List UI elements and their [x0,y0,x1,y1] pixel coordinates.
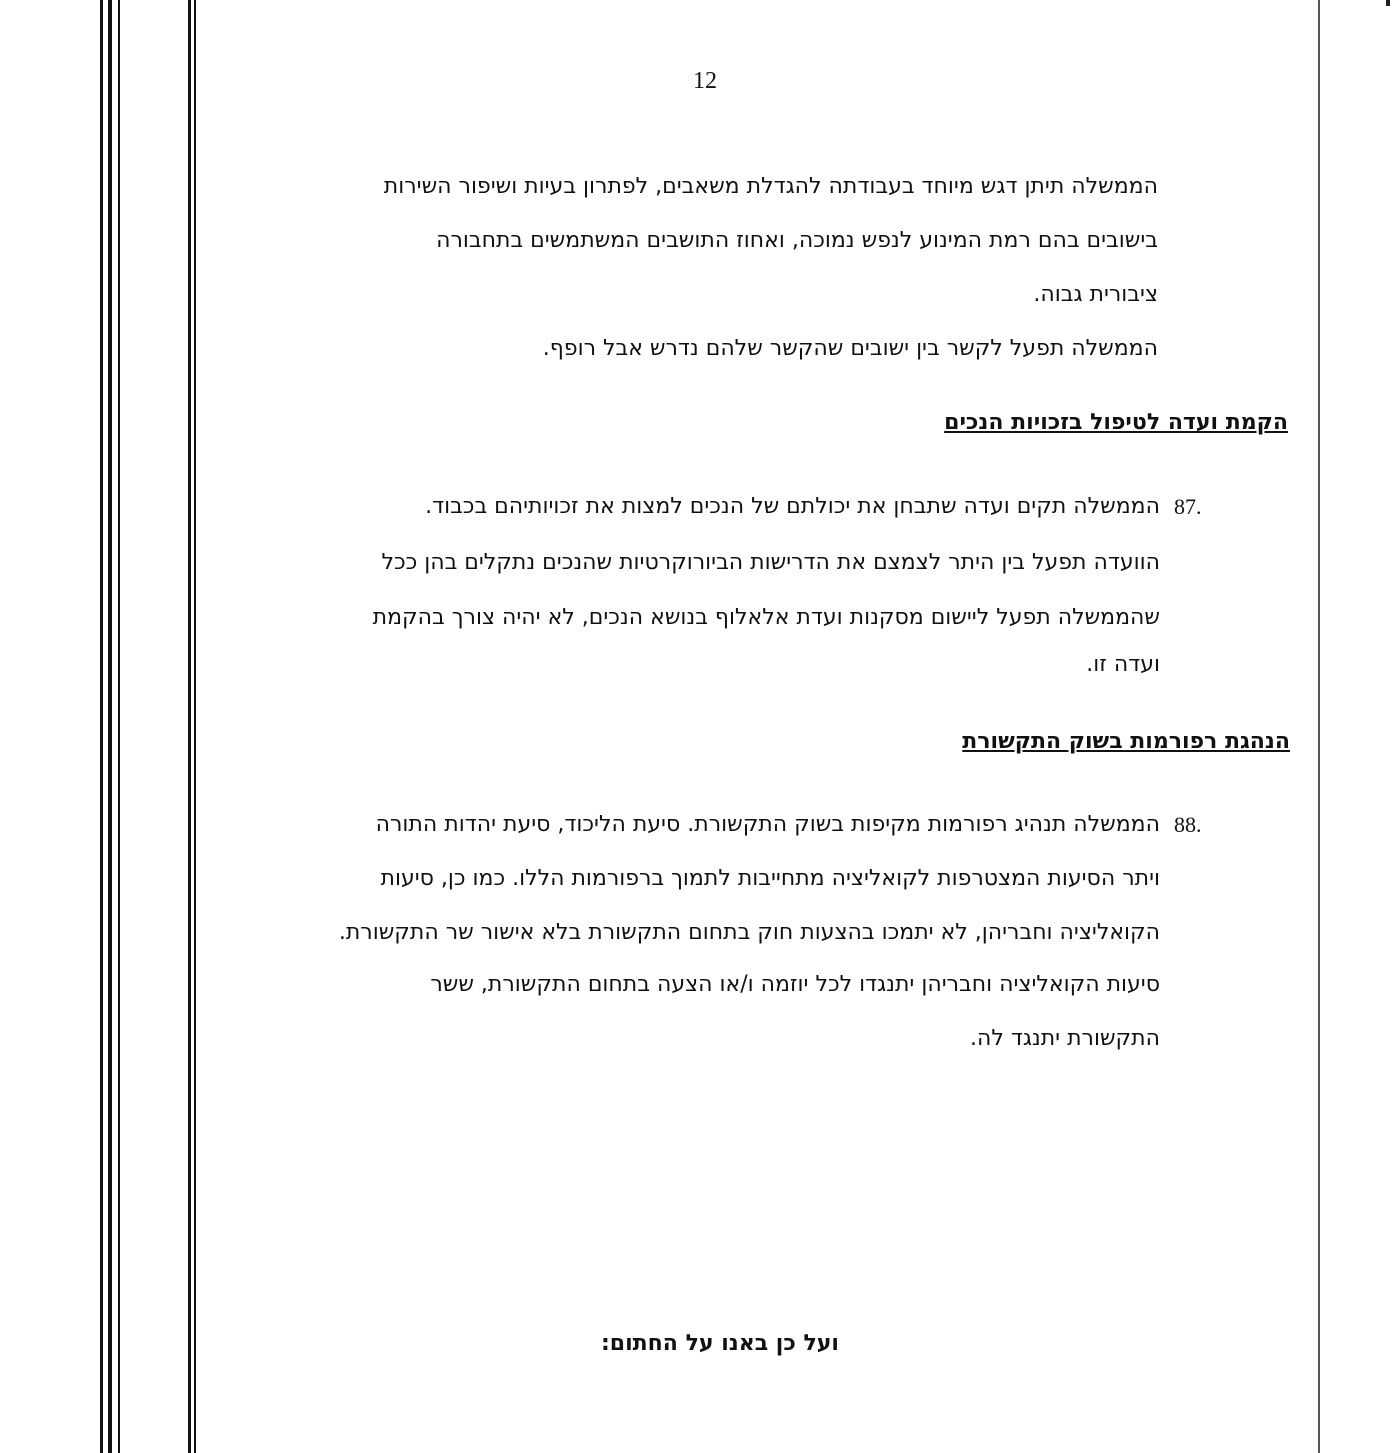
section-87-line-3: שהממשלה תפעל ליישום מסקנות ועדת אלאלוף בנושא הנכים, לא יהיה צורך בהקמת [372,605,1160,630]
section-87-line-4: ועדה זו. [1086,652,1160,677]
section-88-line-1: הממשלה תנהיג רפורמות מקיפות בשוק התקשורת. סיעת הליכוד, סיעת יהדות התורה [375,812,1160,837]
scan-margin-line [118,0,120,1453]
section-87-line-2: הוועדה תפעל בין היתר לצמצם את הדרישות הביורוקרטיות שהנכים נתקלים בהן ככל [381,550,1160,575]
section-heading-communications-reform: הנהגת רפורמות בשוק התקשורת [962,729,1290,754]
intro-line-2: בישובים בהם רמת המינוע לנפש נמוכה, ואחוז התושבים המשתמשים בתחבורה [436,228,1158,253]
scan-margin-line [194,0,196,1453]
scan-margin-line [100,0,103,1453]
intro-line-3: ציבורית גבוה. [1033,282,1158,307]
scan-page-edge [1318,0,1320,1453]
section-88-line-3: הקואליציה וחבריהן, לא יתמכו בהצעות חוק בתחום התקשורת בלא אישור שר התקשורת. [338,920,1160,945]
section-number-88: 88. [1174,812,1202,837]
section-88-line-5: התקשורת יתנגד לה. [969,1026,1160,1051]
intro-line-1: הממשלה תיתן דגש מיוחד בעבודתה להגדלת משאבים, לפתרון בעיות ושיפור השירות [383,174,1158,199]
scan-margin-line [108,0,112,1453]
intro-extra-line: הממשלה תפעל לקשר בין ישובים שהקשר שלהם נדרש אבל רופף. [542,336,1158,361]
section-88-line-2: ויתר הסיעות המצטרפות לקואליציה מתחייבות לתמוך ברפורמות הללו. כמו כן, סיעות [380,866,1160,891]
section-heading-disability-committee: הקמת ועדה לטיפול בזכויות הנכים [944,410,1288,435]
section-88-line-4: סיעות הקואליציה וחבריהן יתנגדו לכל יוזמה ו/או הצעה בתחום התקשורת, ששר [430,972,1160,997]
scan-margin-line [188,0,191,1453]
page-number: 12 [693,68,717,94]
closing-signature-line: ועל כן באנו על החתום: [600,1331,839,1356]
section-number-87: 87. [1174,494,1202,519]
section-87-line-1: הממשלה תקים ועדה שתבחן את יכולתם של הנכים למצות את זכויותיהם בכבוד. [425,494,1160,519]
scan-corner-mark [1386,0,1390,6]
